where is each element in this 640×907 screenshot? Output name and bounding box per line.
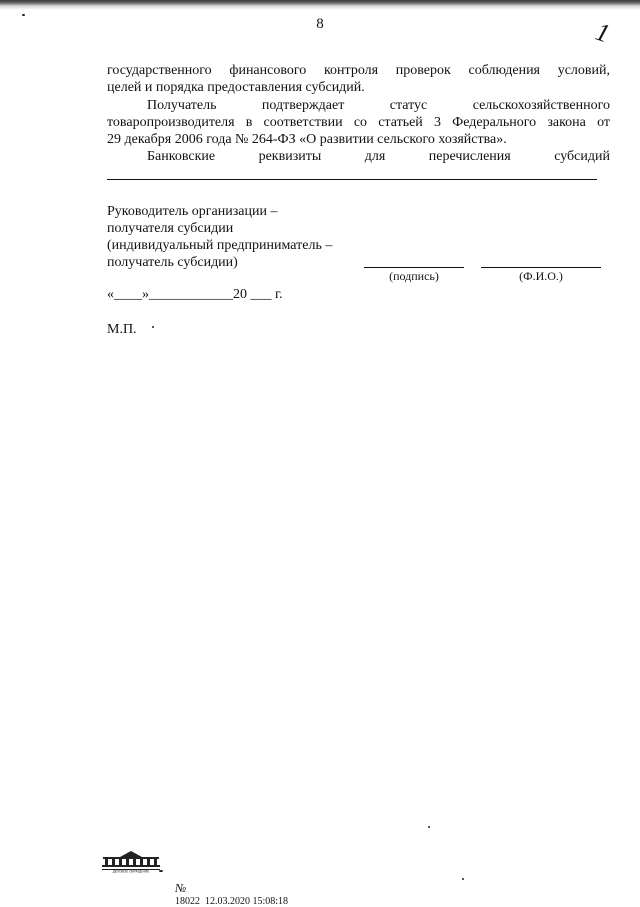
building-logo-icon [100, 849, 162, 873]
incoming-number-icon: № [175, 881, 187, 895]
registry-logo-text: ДЕЛОВОЕ ОБРАЩЕНИЕ [112, 869, 150, 873]
paragraph-2-line-3: 29 декабря 2006 года № 264-ФЗ «О развитии сельского хозяйства». [107, 132, 507, 147]
date-field: «____»____________20 ___ г. [107, 287, 283, 302]
signatory-line-4: получатель субсидии) [107, 255, 238, 270]
name-caption: (Ф.И.О.) [519, 269, 563, 283]
scan-speck [152, 326, 154, 328]
scan-speck [159, 870, 163, 872]
paragraph-2-line-2: товаропроизводителя в соответствии со статьей 3 Федерального закона от [107, 115, 610, 130]
scan-top-edge [0, 0, 640, 10]
scan-speck [428, 826, 430, 828]
signatory-line-1: Руководитель организации – [107, 204, 278, 219]
paragraph-2-line-1: Получатель подтверждает статус сельскохозяйственного [147, 98, 610, 113]
signatory-line-2: получателя субсидии [107, 221, 234, 236]
scan-speck [462, 878, 464, 880]
signatory-line-3: (индивидуальный предприниматель – [107, 238, 333, 253]
name-line [481, 267, 601, 268]
paragraph-1-line-2: целей и порядка предоставления субсидий. [107, 80, 365, 95]
registry-logo [100, 849, 162, 878]
scan-speck [22, 14, 25, 16]
registration-stamp-text: 18022 12.03.2020 15:08:18 [175, 896, 289, 907]
page-number: 8 [316, 16, 324, 32]
bank-details-line [107, 179, 597, 180]
signature-block [107, 203, 332, 271]
signature-line [364, 267, 464, 268]
seal-placeholder: М.П. [107, 322, 137, 337]
registration-stamp [170, 870, 288, 907]
paragraph-1-line-1: государственного финансового контроля проверок соблюдения условий, [107, 63, 610, 78]
signature-caption: (подпись) [389, 269, 439, 283]
handwritten-page-mark: 1 [591, 16, 614, 49]
bank-details-label: Банковские реквизиты для перечисления субсидий [147, 149, 610, 164]
